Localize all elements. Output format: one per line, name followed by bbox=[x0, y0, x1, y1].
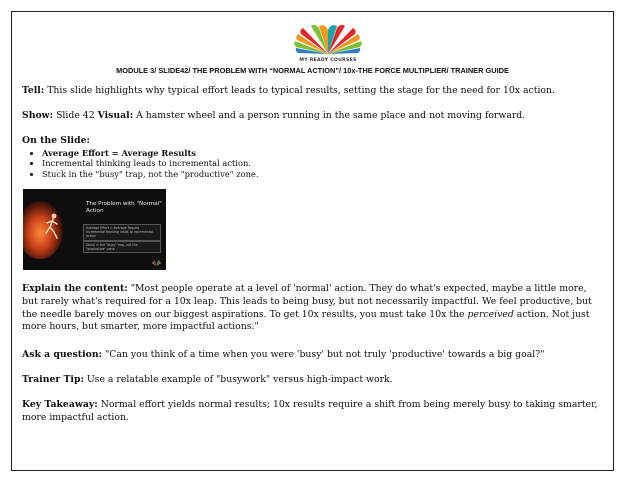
guide-page bbox=[11, 11, 614, 471]
on-slide-title: On the Slide: bbox=[22, 135, 90, 146]
logo-text: MY READY COURSES bbox=[299, 58, 357, 63]
on-slide-bullets bbox=[22, 148, 602, 179]
trainer-tip-paragraph bbox=[22, 374, 602, 387]
question-label: Ask a question: bbox=[22, 349, 103, 360]
show-paragraph bbox=[22, 110, 602, 123]
bullet-item: Incremental thinking leads to incremental action. bbox=[42, 158, 602, 168]
open-book-logo-icon bbox=[289, 20, 367, 60]
document-header: MODULE 3/ SLIDE42/ THE PROBLEM WITH “NORMAL ACTION”/ 10x-THE FORCE MULTIPLIER/ TRAINER GUIDE bbox=[116, 66, 509, 75]
question-text: "Can you think of a time when you were 'busy' but not truly 'productive' towards a big goal?" bbox=[102, 349, 545, 360]
thumbnail-logo-icon bbox=[152, 260, 161, 266]
slide-thumbnail bbox=[23, 189, 166, 270]
key-takeaway-label: Key Takeaway: bbox=[22, 399, 98, 410]
show-label: Show: bbox=[22, 110, 54, 121]
trainer-tip-label: Trainer Tip: bbox=[22, 374, 84, 385]
on-slide-section bbox=[22, 135, 602, 179]
bullet-item: Average Effort = Average Results bbox=[42, 148, 602, 158]
tell-label: Tell: bbox=[22, 85, 45, 96]
tell-paragraph bbox=[22, 85, 602, 98]
key-takeaway-text: Normal effort yields normal results; 10x results require a shift from being merely busy to taking smarter, more impactful action. bbox=[22, 399, 598, 423]
show-slide: Slide 42 bbox=[53, 110, 98, 121]
thumbnail-title: The Problem with "Normal" Action bbox=[86, 201, 162, 214]
key-takeaway-paragraph bbox=[22, 399, 602, 425]
visual-label: Visual: bbox=[97, 110, 134, 121]
visual-text: A hamster wheel and a person running in the same place and not moving forward. bbox=[133, 110, 526, 121]
brand-logo bbox=[289, 20, 367, 68]
thumbnail-bullet-box: Stuck in the "busy" trap, not the "productive" zone bbox=[83, 241, 161, 253]
explain-text-end: action. Not just more hours, but smarter, more impactful actions." bbox=[22, 308, 590, 333]
explain-text-start: "Most people operate at a level of 'normal' action. They do what's expected, maybe a little more, but rarely what's required for a 10x leap. This leads to being busy, but not necessarily impactful. We feel productive, but the needle barely moves on our biggest aspirations. To get 10x results, you must take 10x the bbox=[22, 283, 592, 320]
runner-icon bbox=[43, 213, 61, 239]
explain-paragraph bbox=[22, 283, 602, 334]
explain-label: Explain the content: bbox=[22, 283, 128, 294]
bullet-item: Stuck in the "busy" trap, not the "productive" zone. bbox=[42, 169, 602, 179]
question-paragraph bbox=[22, 349, 602, 362]
thumbnail-bullets-box: Average Effort = Average Results Incremental thinking leads to incremental action bbox=[83, 224, 161, 241]
tell-text: This slide highlights why typical effort leads to typical results, setting the stage for the need for 10x action. bbox=[44, 85, 555, 96]
trainer-tip-text: Use a relatable example of "busywork" versus high-impact work. bbox=[83, 374, 393, 385]
explain-italic: perceived bbox=[467, 308, 514, 320]
